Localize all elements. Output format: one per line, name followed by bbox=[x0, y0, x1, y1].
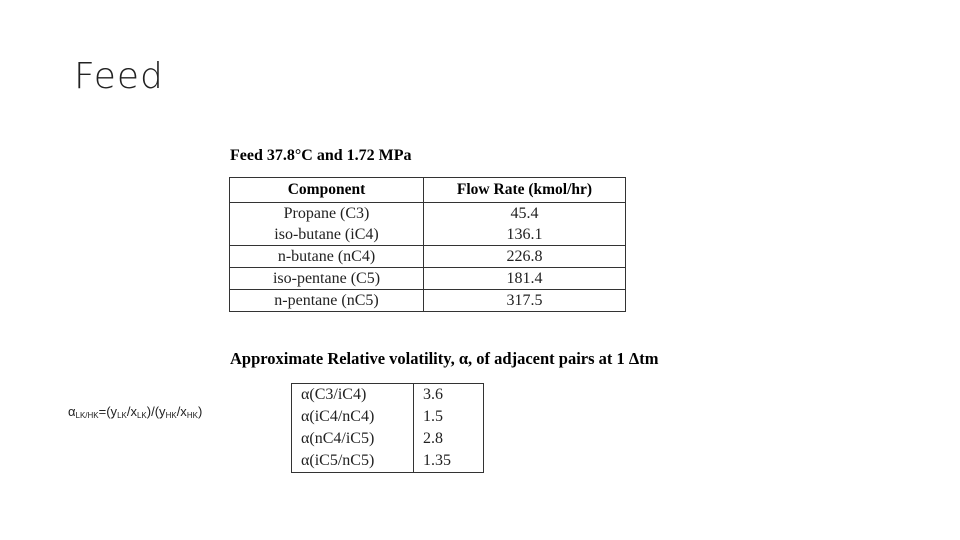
table-row bbox=[230, 224, 626, 246]
flow-rate-cell: 181.4 bbox=[424, 268, 626, 290]
formula-subscript: HK bbox=[165, 411, 177, 420]
formula-text: =(y bbox=[98, 404, 118, 419]
formula-text: )/(y bbox=[146, 404, 166, 419]
component-cell: Propane (C3) bbox=[230, 203, 424, 225]
feed-table bbox=[229, 177, 626, 312]
flow-rate-cell: 317.5 bbox=[424, 290, 626, 312]
table-row bbox=[230, 203, 626, 225]
formula-text: /x bbox=[126, 404, 137, 419]
feed-table-header-row bbox=[230, 178, 626, 203]
flow-rate-cell: 136.1 bbox=[506, 226, 543, 243]
table-row bbox=[230, 268, 626, 290]
relative-volatility-table bbox=[291, 383, 484, 473]
flow-rate-cell: 226.8 bbox=[424, 246, 626, 268]
table-row bbox=[292, 428, 484, 450]
pair-cell: α(iC4/nC4) bbox=[292, 406, 414, 428]
column-header-component: Component bbox=[230, 178, 424, 203]
formula-subscript: LK/HK bbox=[75, 411, 99, 420]
column-header-flow-rate: Flow Rate (kmol/hr) bbox=[424, 178, 626, 203]
table-row bbox=[292, 406, 484, 428]
volatility-value-cell: 2.8 bbox=[423, 430, 443, 447]
component-cell: iso-butane (iC4) bbox=[230, 224, 424, 246]
formula-subscript: LK bbox=[136, 411, 147, 420]
formula-subscript: HK bbox=[186, 411, 198, 420]
volatility-value-cell: 3.6 bbox=[423, 386, 443, 403]
component-cell: n-pentane (nC5) bbox=[230, 290, 424, 312]
formula-text: ) bbox=[197, 404, 203, 419]
relative-volatility-formula bbox=[68, 404, 202, 420]
component-cell: iso-pentane (C5) bbox=[230, 268, 424, 290]
volatility-value-cell: 1.35 bbox=[423, 452, 451, 469]
table-row bbox=[292, 384, 484, 407]
formula-text: /x bbox=[176, 404, 187, 419]
feed-conditions-heading: Feed 37.8°C and 1.72 MPa bbox=[230, 147, 412, 164]
formula-subscript: LK bbox=[117, 411, 127, 420]
pair-cell: α(iC5/nC5) bbox=[292, 450, 414, 473]
table-row bbox=[230, 290, 626, 312]
flow-rate-cell: 45.4 bbox=[510, 205, 539, 222]
pair-cell: α(nC4/iC5) bbox=[292, 428, 414, 450]
table-row bbox=[292, 450, 484, 473]
component-cell: n-butane (nC4) bbox=[230, 246, 424, 268]
formula-alpha: α bbox=[68, 404, 76, 419]
pair-cell: α(C3/iC4) bbox=[292, 384, 414, 407]
relative-volatility-heading: Approximate Relative volatility, α, of adjacent pairs at 1 Δtm bbox=[230, 349, 659, 368]
table-row bbox=[230, 246, 626, 268]
slide-title: Feed bbox=[74, 56, 164, 97]
volatility-value-cell: 1.5 bbox=[423, 408, 443, 425]
